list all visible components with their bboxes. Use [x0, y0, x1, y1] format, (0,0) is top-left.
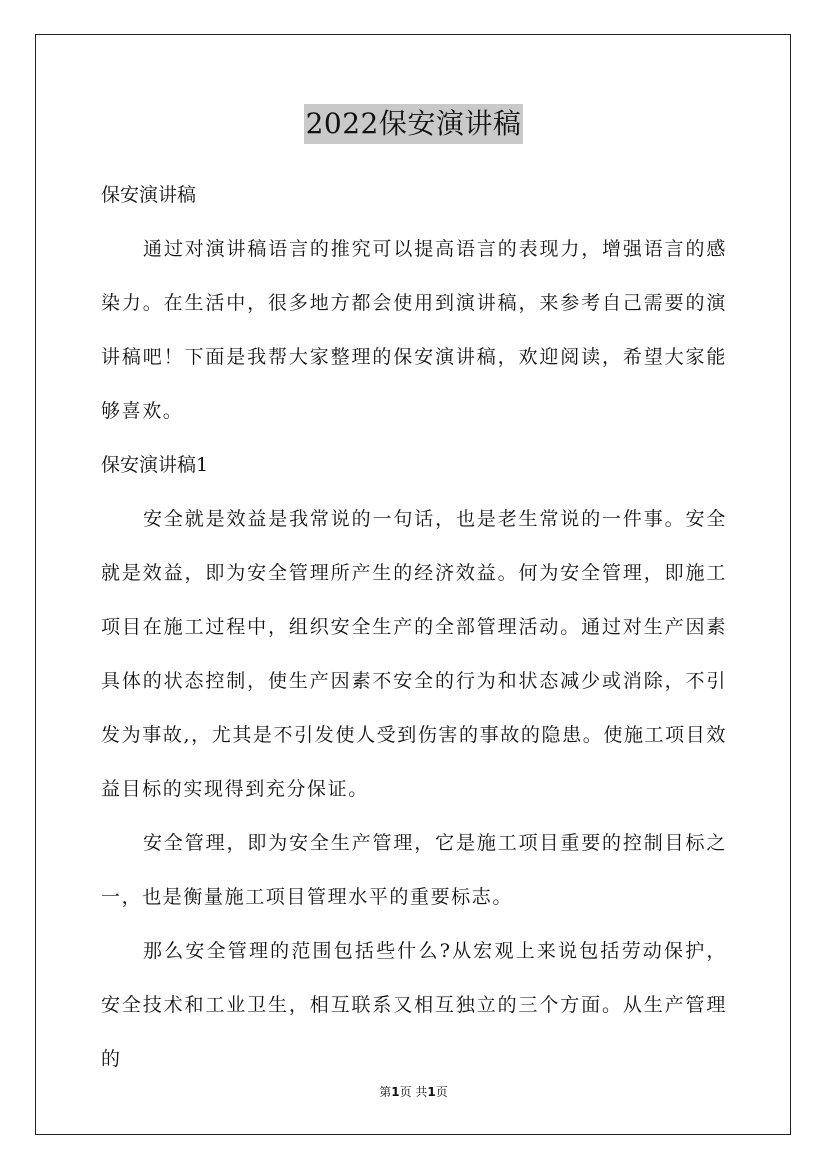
page-footer: [0, 1084, 827, 1100]
document-title: [0, 103, 827, 144]
intro-paragraph: 通过对演讲稿语言的推究可以提高语言的表现力，增强语言的感染力。在生活中，很多地方都会使用到演讲稿，来参考自己需要的演讲稿吧！下面是我帮大家整理的保安演讲稿，欢迎阅读，希望大家能够喜欢。: [101, 238, 727, 422]
page-number-current: 1: [391, 1085, 400, 1099]
document-title-text: 2022保安演讲稿: [304, 104, 524, 144]
document-subtitle: 保安演讲稿: [101, 184, 197, 206]
page-number-total: 1: [427, 1085, 436, 1099]
body-paragraph-3: 那么安全管理的范围包括些什么?从宏观上来说包括劳动保护，安全技术和工业卫生，相互联系又相互独立的三个方面。从生产管理的: [101, 940, 727, 1070]
page-number-prefix: 第: [379, 1085, 392, 1099]
page-number-mid: 页 共: [399, 1085, 428, 1099]
section-heading: 保安演讲稿1: [101, 454, 209, 476]
page-number-suffix: 页: [435, 1085, 448, 1099]
body-paragraph-2: 安全管理，即为安全生产管理，它是施工项目重要的控制目标之一，也是衡量施工项目管理水平的重要标志。: [101, 832, 727, 908]
body-paragraph-1: 安全就是效益是我常说的一句话，也是老生常说的一件事。安全就是效益，即为安全管理所产生的经济效益。何为安全管理，即施工项目在施工过程中，组织安全生产的全部管理活动。通过对生产因素具体的状态控制，使生产因素不安全的行为和状态减少或消除，不引发为事故,，尤其是不引发使人受到伤害的事故的隐患。使施工项目效益目标的实现得到充分保证。: [101, 508, 727, 800]
document-body: [101, 168, 727, 1086]
